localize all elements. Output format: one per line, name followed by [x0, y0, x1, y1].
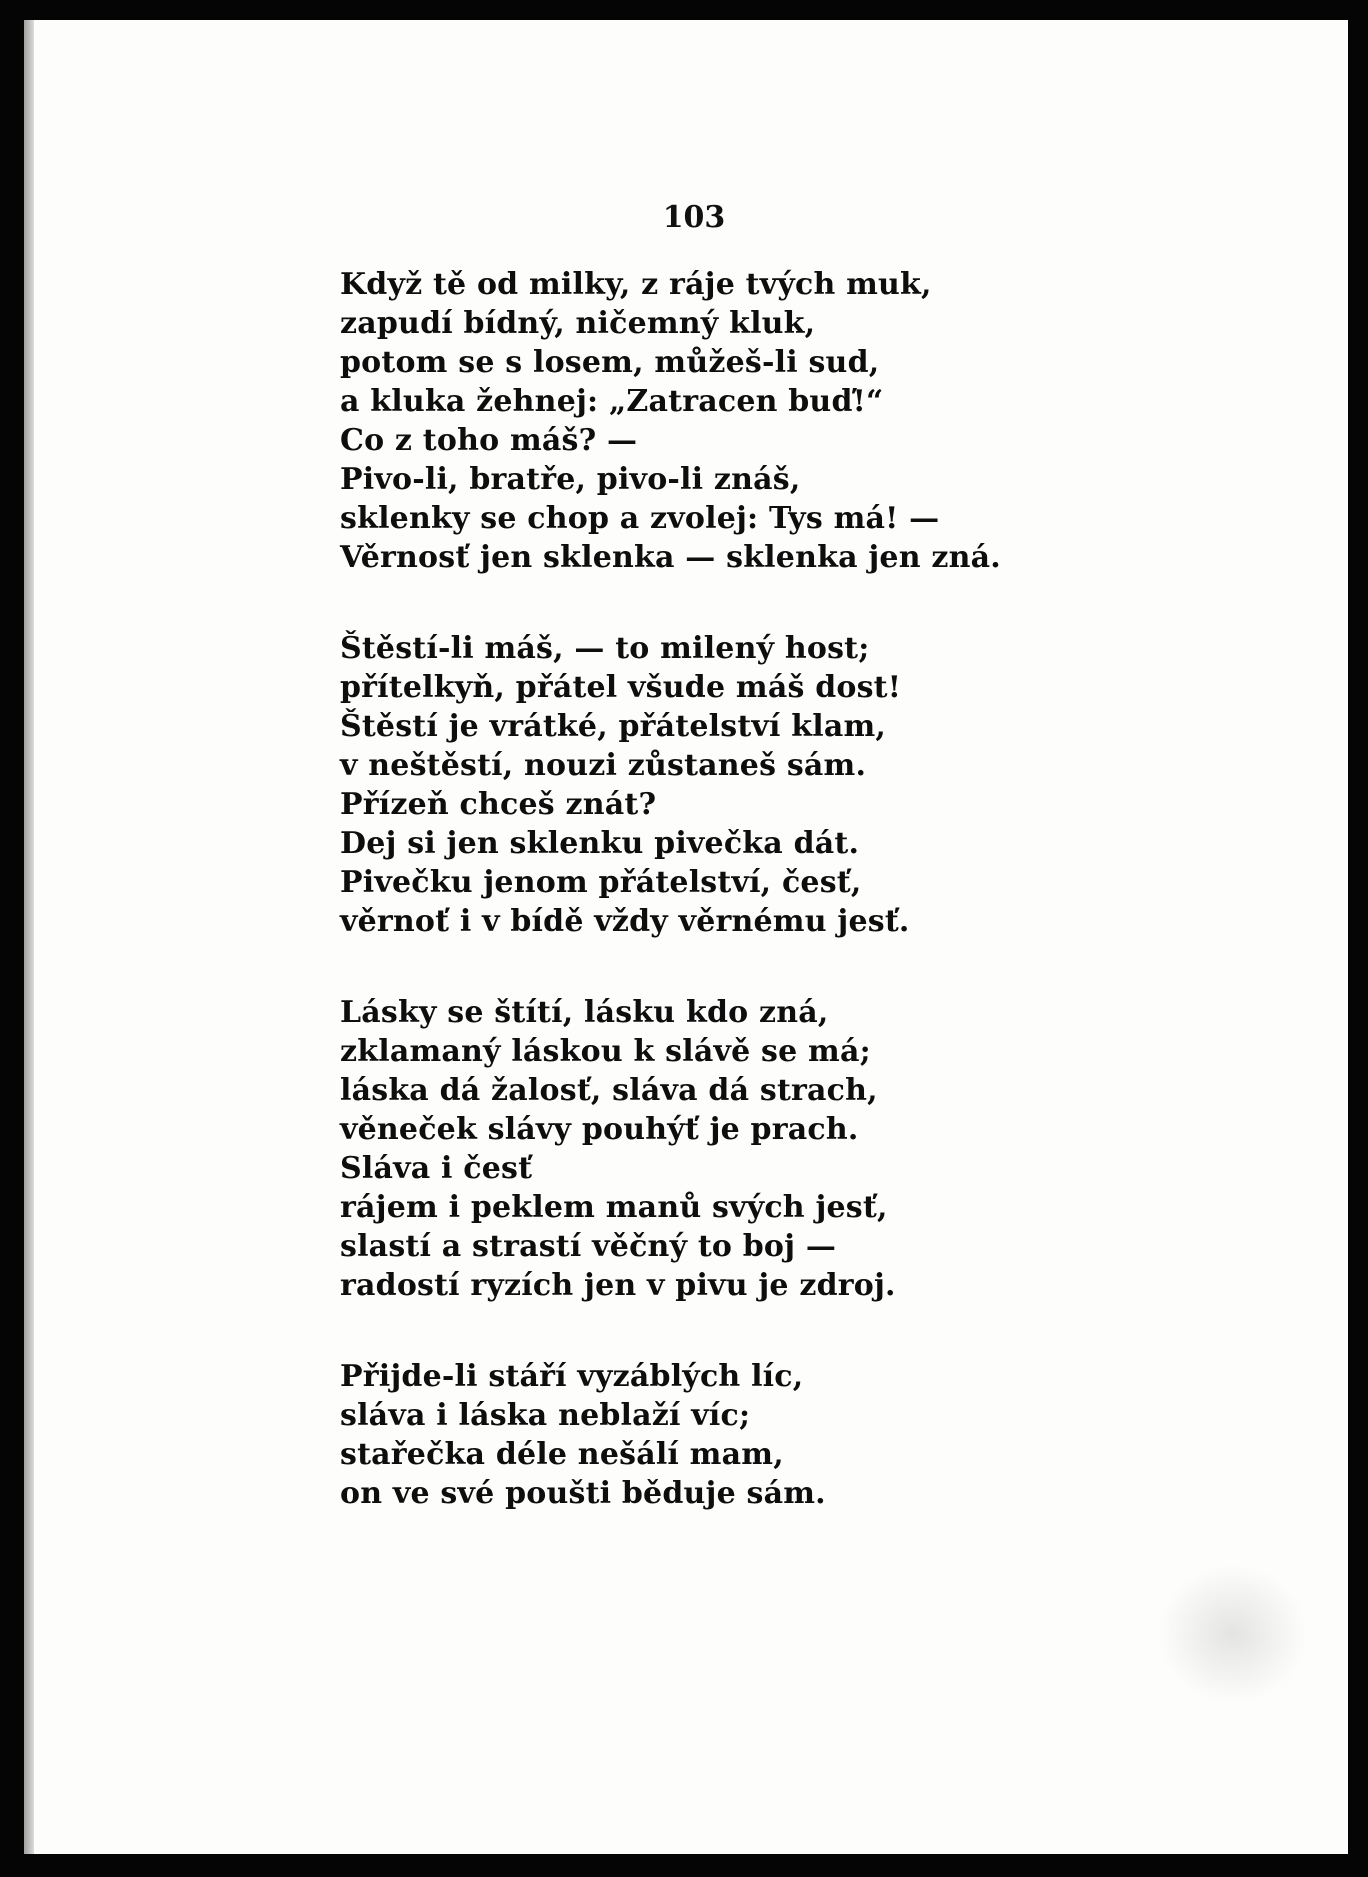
poem-line: on ve své poušti běduje sám. — [340, 1476, 826, 1511]
poem-line: věneček slávy pouhýť je prach. — [340, 1112, 859, 1147]
poem-line: potom se s losem, můžeš-li sud, — [340, 345, 880, 380]
page-edge-shadow — [24, 20, 34, 1854]
paper-smudge — [1158, 1564, 1308, 1704]
poem-line: zklamaný láskou k slávě se má; — [340, 1034, 871, 1069]
book-page — [24, 20, 1348, 1854]
poem-line: sklenky se chop a zvolej: Tys má! — — [340, 501, 940, 536]
poem-line: Štěstí je vrátké, přátelství klam, — [340, 709, 887, 744]
poem-line: Pivečku jenom přátelství, česť, — [340, 865, 862, 900]
poem-line: slastí a strastí věčný to boj — — [340, 1229, 837, 1264]
poem-line: Pivo-li, bratře, pivo-li znáš, — [340, 462, 801, 497]
poem-line: Dej si jen sklenku pivečka dát. — [340, 826, 860, 861]
poem-line: láska dá žalosť, sláva dá strach, — [340, 1073, 878, 1108]
poem-line: Přijde-li stáří vyzáblých líc, — [340, 1359, 804, 1394]
poem-line: a kluka žehnej: „Zatracen buď!“ — [340, 384, 884, 419]
poem-line: sláva i láska neblaží víc; — [340, 1398, 751, 1433]
poem-line: Sláva i česť — [340, 1151, 533, 1186]
poem-line: zapudí bídný, ničemný kluk, — [340, 306, 816, 341]
poem-line: rájem i peklem manů svých jesť, — [340, 1190, 888, 1225]
poem-line: Když tě od milky, z ráje tvých muk, — [340, 267, 932, 302]
poem-line: stařečka déle nešálí mam, — [340, 1437, 784, 1472]
stanza-4 — [340, 1357, 1001, 1513]
poem — [340, 265, 1001, 1565]
stanza-3 — [340, 993, 1001, 1305]
poem-line: Lásky se štítí, lásku kdo zná, — [340, 995, 829, 1030]
poem-line: Štěstí-li máš, — to milený host; — [340, 631, 870, 666]
poem-line: Co z toho máš? — — [340, 423, 638, 458]
poem-line: v neštěstí, nouzi zůstaneš sám. — [340, 748, 867, 783]
page-number: 103 — [662, 200, 726, 235]
poem-line: přítelkyň, přátel všude máš dost! — [340, 670, 902, 705]
poem-line: věrnoť i v bídě vždy věrnému jesť. — [340, 904, 910, 939]
poem-line: Přízeň chceš znát? — [340, 787, 657, 822]
poem-line: radostí ryzích jen v pivu je zdroj. — [340, 1268, 896, 1303]
stanza-2 — [340, 629, 1001, 941]
poem-line: Věrnosť jen sklenka — sklenka jen zná. — [340, 540, 1001, 575]
stanza-1 — [340, 265, 1001, 577]
